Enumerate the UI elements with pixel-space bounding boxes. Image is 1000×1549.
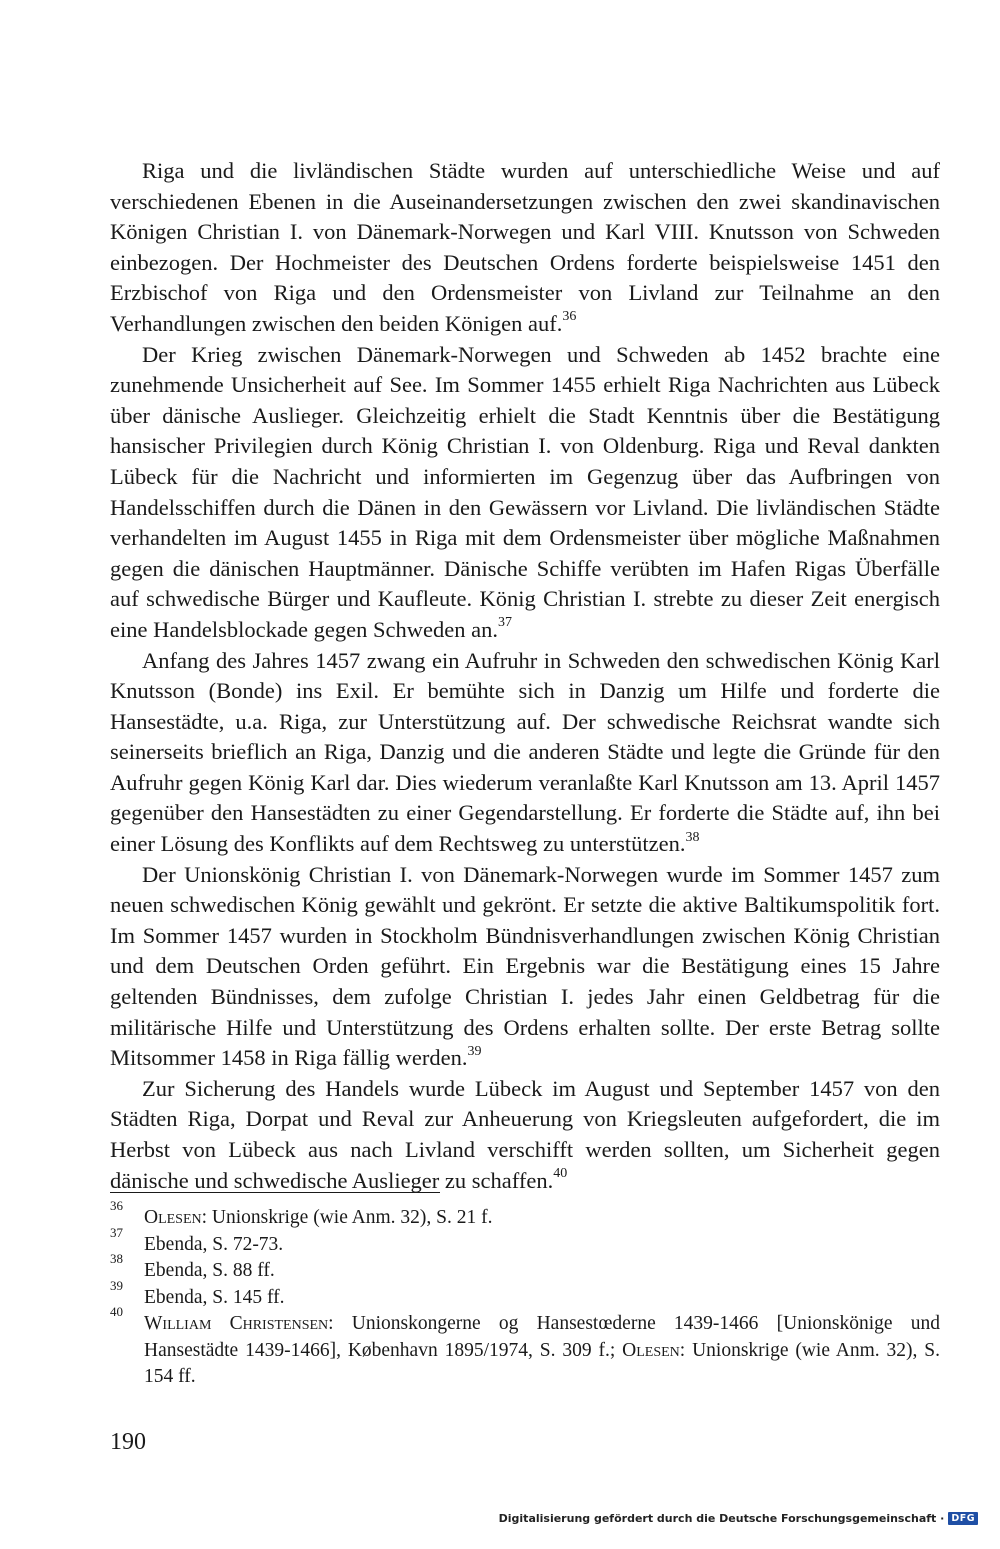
footnote-number: 40	[110, 1304, 123, 1319]
footnote-number: 39	[110, 1277, 123, 1293]
footnote-number: 38	[110, 1251, 123, 1266]
digitization-credit	[499, 1512, 978, 1525]
paragraph-5: Zur Sicherung des Handels wurde Lübeck im August und September 1457 von den Städten Riga, Dorpat und Reval zur Anheuerung von Kriegsleuten aufgefordert, die im Herbst von Lübeck aus nach Livland verschifft werden sollten, um Sicherheit gegen dänische und schwedische Auslieger zu schaffen.$^{40}$	[110, 1075, 940, 1193]
footnote-ref-37[interactable]: 37	[497, 615, 512, 631]
footnote-38: 38 Ebenda, S. 88 ff.	[110, 1251, 275, 1281]
footnote-ref-36[interactable]: 36	[562, 309, 577, 325]
footnote-36: 36 Olesen: Unionskrige (wie Anm. 32), S. 21 f.	[110, 1198, 493, 1228]
footnote-divider	[110, 1192, 440, 1193]
main-text	[110, 156, 940, 1196]
footnote-author: Olesen	[622, 1339, 680, 1361]
footnote-ref-39[interactable]: 39	[467, 1043, 482, 1059]
footnote-39: 39 Ebenda, S. 145 ff.	[110, 1277, 285, 1308]
page-number: 190	[110, 1429, 146, 1455]
paragraph-4: Der Unionskönig Christian I. von Dänemark-Norwegen wurde im Sommer 1457 zum neuen schwedischen König gewählt und gekrönt. Er setzte die aktive Baltikumspolitik fort. Im Sommer 1457 wurden in Stockholm Bündnisverhandlungen zwischen König Christian und dem Deutschen Orden geführt. Ein Ergebnis war die Bestätigung eines 15 Jahre geltenden Bündnisses, dem zufolge Christian I. jedes Jahr einen Geldbetrag für die militärische Hilfe und Unterstützung des Ordens erhalten sollte. Der erste Betrag sollte Mitsommer 1458 in Riga fällig werden.$^{39}$	[110, 861, 940, 1071]
credit-text: Digitalisierung gefördert durch die Deutsche Forschungsgemeinschaft ·	[498, 1512, 945, 1525]
footnote-ref-40[interactable]: 40	[553, 1166, 568, 1182]
footnote-author: William Christensen	[144, 1313, 329, 1334]
paragraph-1: Riga und die livländischen Städte wurden auf unterschiedliche Weise und auf verschiedenen Ebenen in die Auseinandersetzungen zwischen den zwei skandinavischen Königen Christian I. von Dänemark-Norwegen und Karl VIII. Knutsson von Schweden einbezogen. Der Hochmeister des Deutschen Ordens forderte beispielsweise 1451 den Erzbischof von Riga und den Ordensmeister von Livland zur Teilnahme an den Verhandlungen zwischen den beiden Königen auf.$^{36}$	[110, 158, 940, 336]
footnote-number: 36	[110, 1198, 123, 1213]
paragraph-3: Anfang des Jahres 1457 zwang ein Aufruhr in Schweden den schwedischen König Karl Knutsson (Bonde) ins Exil. Er bemühte sich in Danzig um Hilfe und forderte die Hansestädte, u.a. Riga, zur Unterstützung auf. Der schwedische Reichsrat wandte sich seinerseits brieflich an Riga, Danzig und die anderen Städte und legte die Gründe für den Aufruhr gegen König Karl dar. Dies wiederum veranlaßte Karl Knutsson am 13. April 1457 gegenüber den Hansestädten zu einer Gegendarstellung. Er forderte die Städte auf, ihn bei einer Lösung des Konflikts auf dem Rechtsweg zu unterstützen.$^{38}$	[110, 647, 940, 857]
footnote-37: 37 Ebenda, S. 72-73.	[110, 1224, 284, 1255]
footnote-ref-38[interactable]: 38	[685, 829, 700, 845]
footnote-40: 40 William Christensen: Unionskongerne og Hansestœderne 1439-1466 [Unionskönige und Hansestädte 1439-1466], København 1895/1974, S. 309 f.; Olesen: Unionskrige (wie Anm. 32), S. 154 ff.	[110, 1304, 941, 1387]
paragraph-2: Der Krieg zwischen Dänemark-Norwegen und Schweden ab 1452 brachte eine zunehmende Unsicherheit auf See. Im Sommer 1455 erhielt Riga Nachrichten aus Lübeck über dänische Auslieger. Gleichzeitig erhielt die Stadt Kenntnis über die Bestätigung hansischer Privilegien durch König Christian I. von Oldenburg. Riga und Reval dankten Lübeck für die Nachricht und informierten im Gegenzug über das Aufbringen von Handelsschiffen durch die Dänen in den Gewässern vor Livland. Die livländischen Städte verhandelten im August 1455 in Riga mit dem Ordensmeister über mögliche Maßnahmen gegen die dänischen Hauptmänner. Dänische Schiffe verübten im Hafen Rigas Überfälle auf schwedische Bürger und Kaufleute. König Christian I. strebte zu dieser Zeit energisch eine Handelsblockade gegen Schweden an.$^{37}$	[110, 341, 940, 642]
dfg-logo-icon: DFG	[948, 1512, 978, 1525]
footnotes	[110, 1198, 941, 1391]
footnote-number: 37	[110, 1224, 123, 1240]
footnote-author: Olesen	[144, 1207, 202, 1228]
